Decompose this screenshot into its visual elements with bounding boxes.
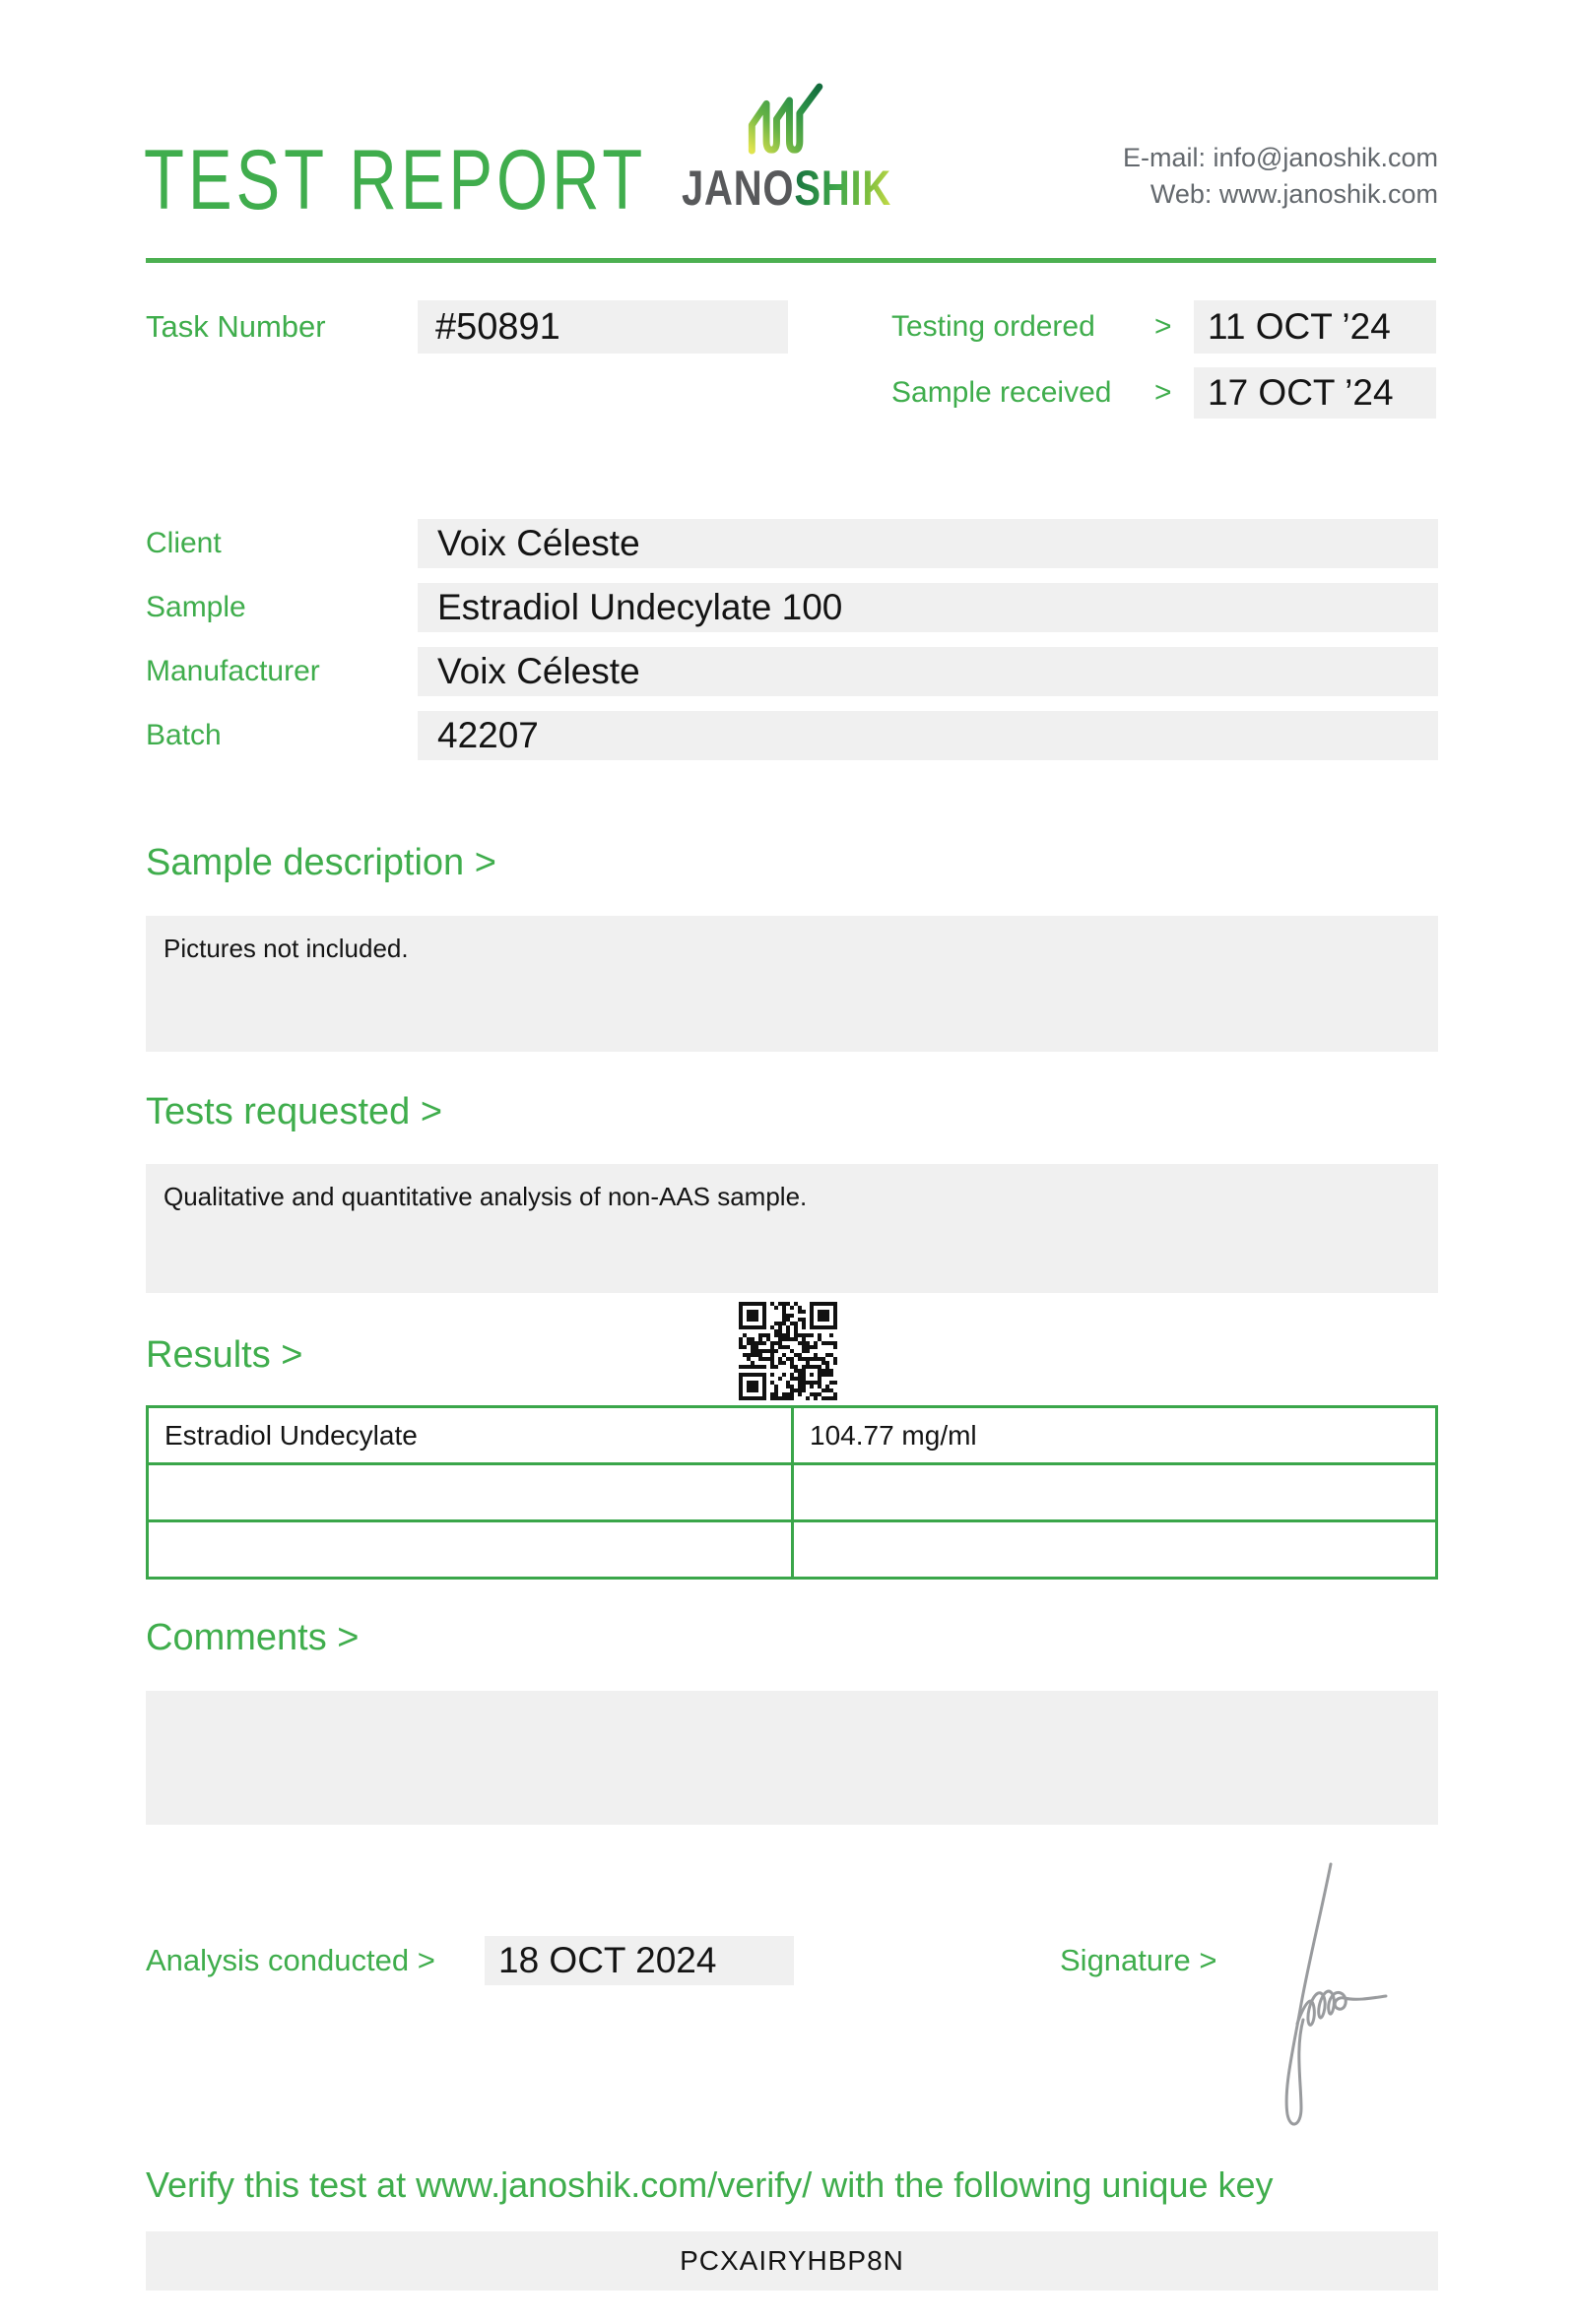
client-value: Voix Céleste — [418, 519, 1438, 568]
sample-description-box: Pictures not included. — [146, 916, 1438, 1052]
logo-wordmark — [682, 161, 892, 216]
logo-text-jano: JANO — [682, 161, 795, 216]
logo-text-shik: SHIK — [794, 161, 892, 216]
sample-label: Sample — [146, 591, 246, 623]
result-value-cell: 104.77 mg/ml — [794, 1408, 1435, 1462]
comments-box — [146, 1691, 1438, 1825]
sample-description-heading: Sample description > — [146, 842, 496, 883]
sample-received-value: 17 OCT ’24 — [1194, 367, 1436, 419]
client-label: Client — [146, 527, 222, 559]
testing-ordered-value: 11 OCT ’24 — [1194, 300, 1436, 354]
manufacturer-value: Voix Céleste — [418, 647, 1438, 696]
sample-value: Estradiol Undecylate 100 — [418, 583, 1438, 632]
unique-key-value: PCXAIRYHBP8N — [146, 2231, 1438, 2291]
contact-web: Web: www.janoshik.com — [1149, 179, 1438, 209]
results-heading: Results > — [146, 1334, 303, 1376]
trend-chart-icon — [739, 81, 833, 158]
results-table — [146, 1405, 1438, 1580]
result-value-cell — [794, 1522, 1435, 1577]
comments-heading: Comments > — [146, 1617, 360, 1658]
result-value-cell — [794, 1465, 1435, 1519]
analyte-name-cell: Estradiol Undecylate — [149, 1408, 791, 1462]
header-divider — [146, 258, 1436, 263]
task-number-label: Task Number — [146, 309, 326, 344]
contact-email: E-mail: info@janoshik.com — [1122, 143, 1438, 172]
analyte-name-cell — [149, 1465, 791, 1519]
analysis-date-value: 18 OCT 2024 — [485, 1936, 794, 1985]
task-number-value: #50891 — [418, 300, 788, 354]
batch-label: Batch — [146, 719, 222, 751]
tests-requested-box: Qualitative and quantitative analysis of non-AAS sample. — [146, 1164, 1438, 1293]
tests-requested-heading: Tests requested > — [146, 1091, 443, 1132]
signature-label: Signature > — [1060, 1943, 1217, 1977]
qr-code — [739, 1302, 837, 1400]
analyte-name-cell — [149, 1522, 791, 1577]
batch-value: 42207 — [418, 711, 1438, 760]
page-title: TEST REPORT — [144, 133, 647, 227]
contact-info — [1123, 140, 1438, 213]
manufacturer-label: Manufacturer — [146, 655, 320, 687]
testing-ordered-label: Testing ordered — [891, 310, 1095, 343]
sample-received-arrow: > — [1154, 376, 1172, 409]
signature-image — [1266, 1856, 1413, 2142]
verify-instruction: Verify this test at www.janoshik.com/verify/ with the following unique key — [146, 2164, 1274, 2205]
sample-received-label: Sample received — [891, 376, 1112, 409]
analysis-conducted-label: Analysis conducted > — [146, 1943, 435, 1977]
testing-ordered-arrow: > — [1154, 310, 1172, 343]
